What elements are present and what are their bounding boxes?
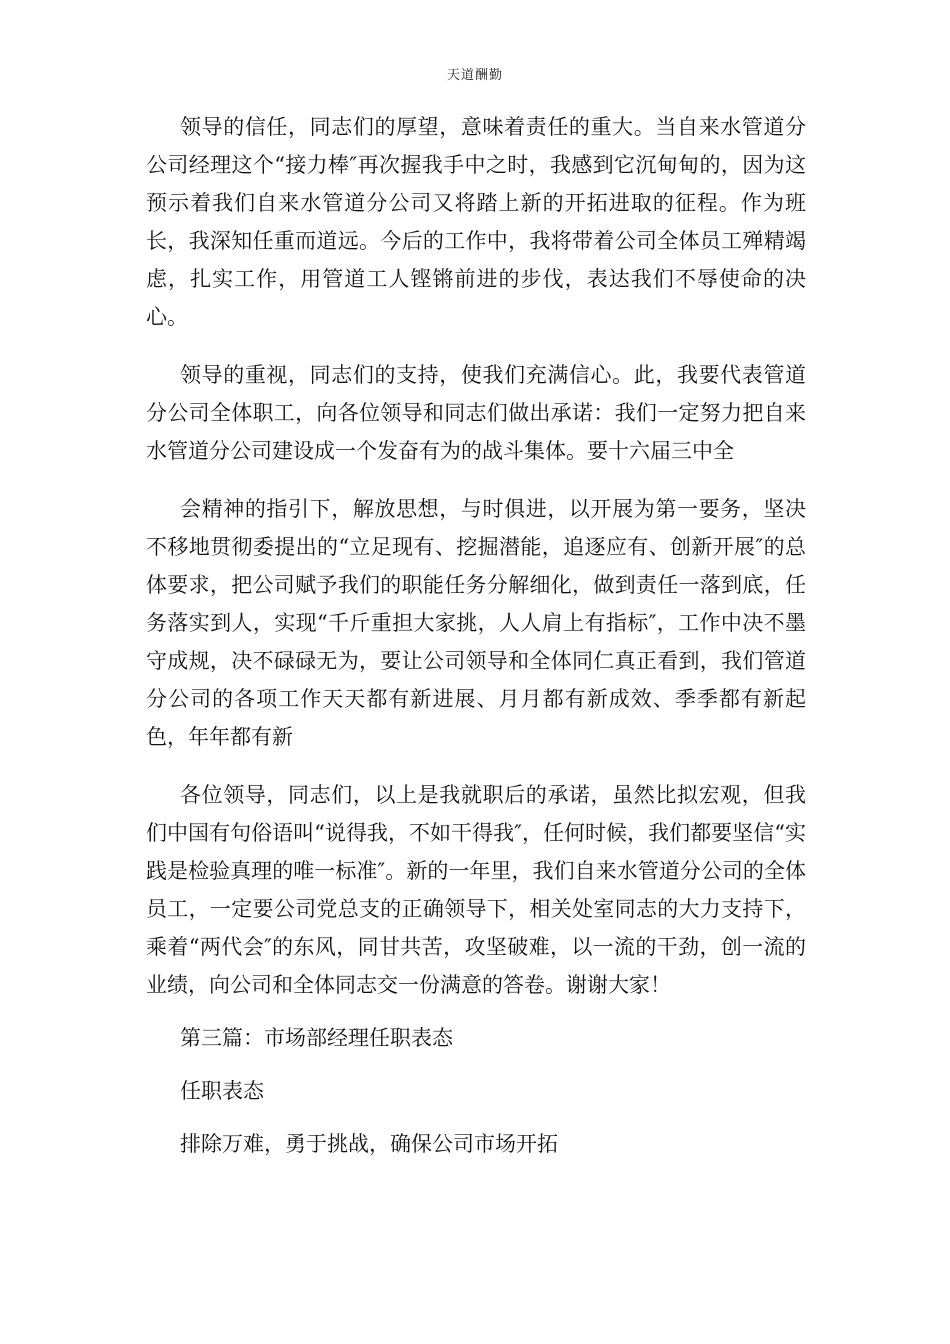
subsection-title: 任职表态: [180, 1079, 264, 1103]
paragraph-3: 会精神的指引下，解放思想，与时俱进，以开展为第一要务，坚决不移地贯彻委提出的“立足现有、挖掘潜能，追逐应有、创新开展″的总体要求，把公司赋予我们的职能任务分解细化，做到责任一落到底，任务落实到人，实现“千斤重担大家挑，人人肩上有指标″，工作中决不墨守成规，决不碌碌无为，要让公司领导和全体同仁真正看到，我们管道分公司的各项工作天天都有新进展、月月都有新成效、季季都有新起色，年年都有新: [146, 497, 806, 749]
paragraph-5: 排除万难，勇于挑战，确保公司市场开拓: [180, 1132, 558, 1156]
section-title: 第三篇：市场部经理任职表态: [180, 1026, 453, 1050]
paragraph-4: 各位领导，同志们，以上是我就职后的承诺，虽然比拟宏观，但我们中国有句俗语叫“说得我，不如干得我″，任何时候，我们都要坚信“实践是检验真理的唯一标准″。新的一年里，我们自来水管道分公司的全体员工，一定要公司党总支的正确领导下，相关处室同志的大力支持下，乘着“两代会″的东风，同甘共苦，攻坚破难，以一流的干劲，创一流的业绩，向公司和全体同志交一份满意的答卷。谢谢大家！: [146, 783, 806, 997]
page-header: 天道酬勤: [446, 68, 503, 83]
paragraph-1: 领导的信任，同志们的厚望，意味着责任的重大。当自来水管道分公司经理这个“接力棒″再次握我手中之时，我感到它沉甸甸的，因为这预示着我们自来水管道分公司又将踏上新的开拓进取的征程。作为班长，我深知任重而道远。今后的工作中，我将带着公司全体员工殚精竭虑，扎实工作，用管道工人铿锵前进的步伐，表达我们不辱使命的决心。: [146, 115, 806, 329]
paragraph-2: 领导的重视，同志们的支持，使我们充满信心。此，我要代表管道分公司全体职工，向各位领导和同志们做出承诺：我们一定努力把自来水管道分公司建设成一个发奋有为的战斗集体。要十六届三中全: [146, 363, 806, 463]
document-body: [146, 108, 806, 1163]
